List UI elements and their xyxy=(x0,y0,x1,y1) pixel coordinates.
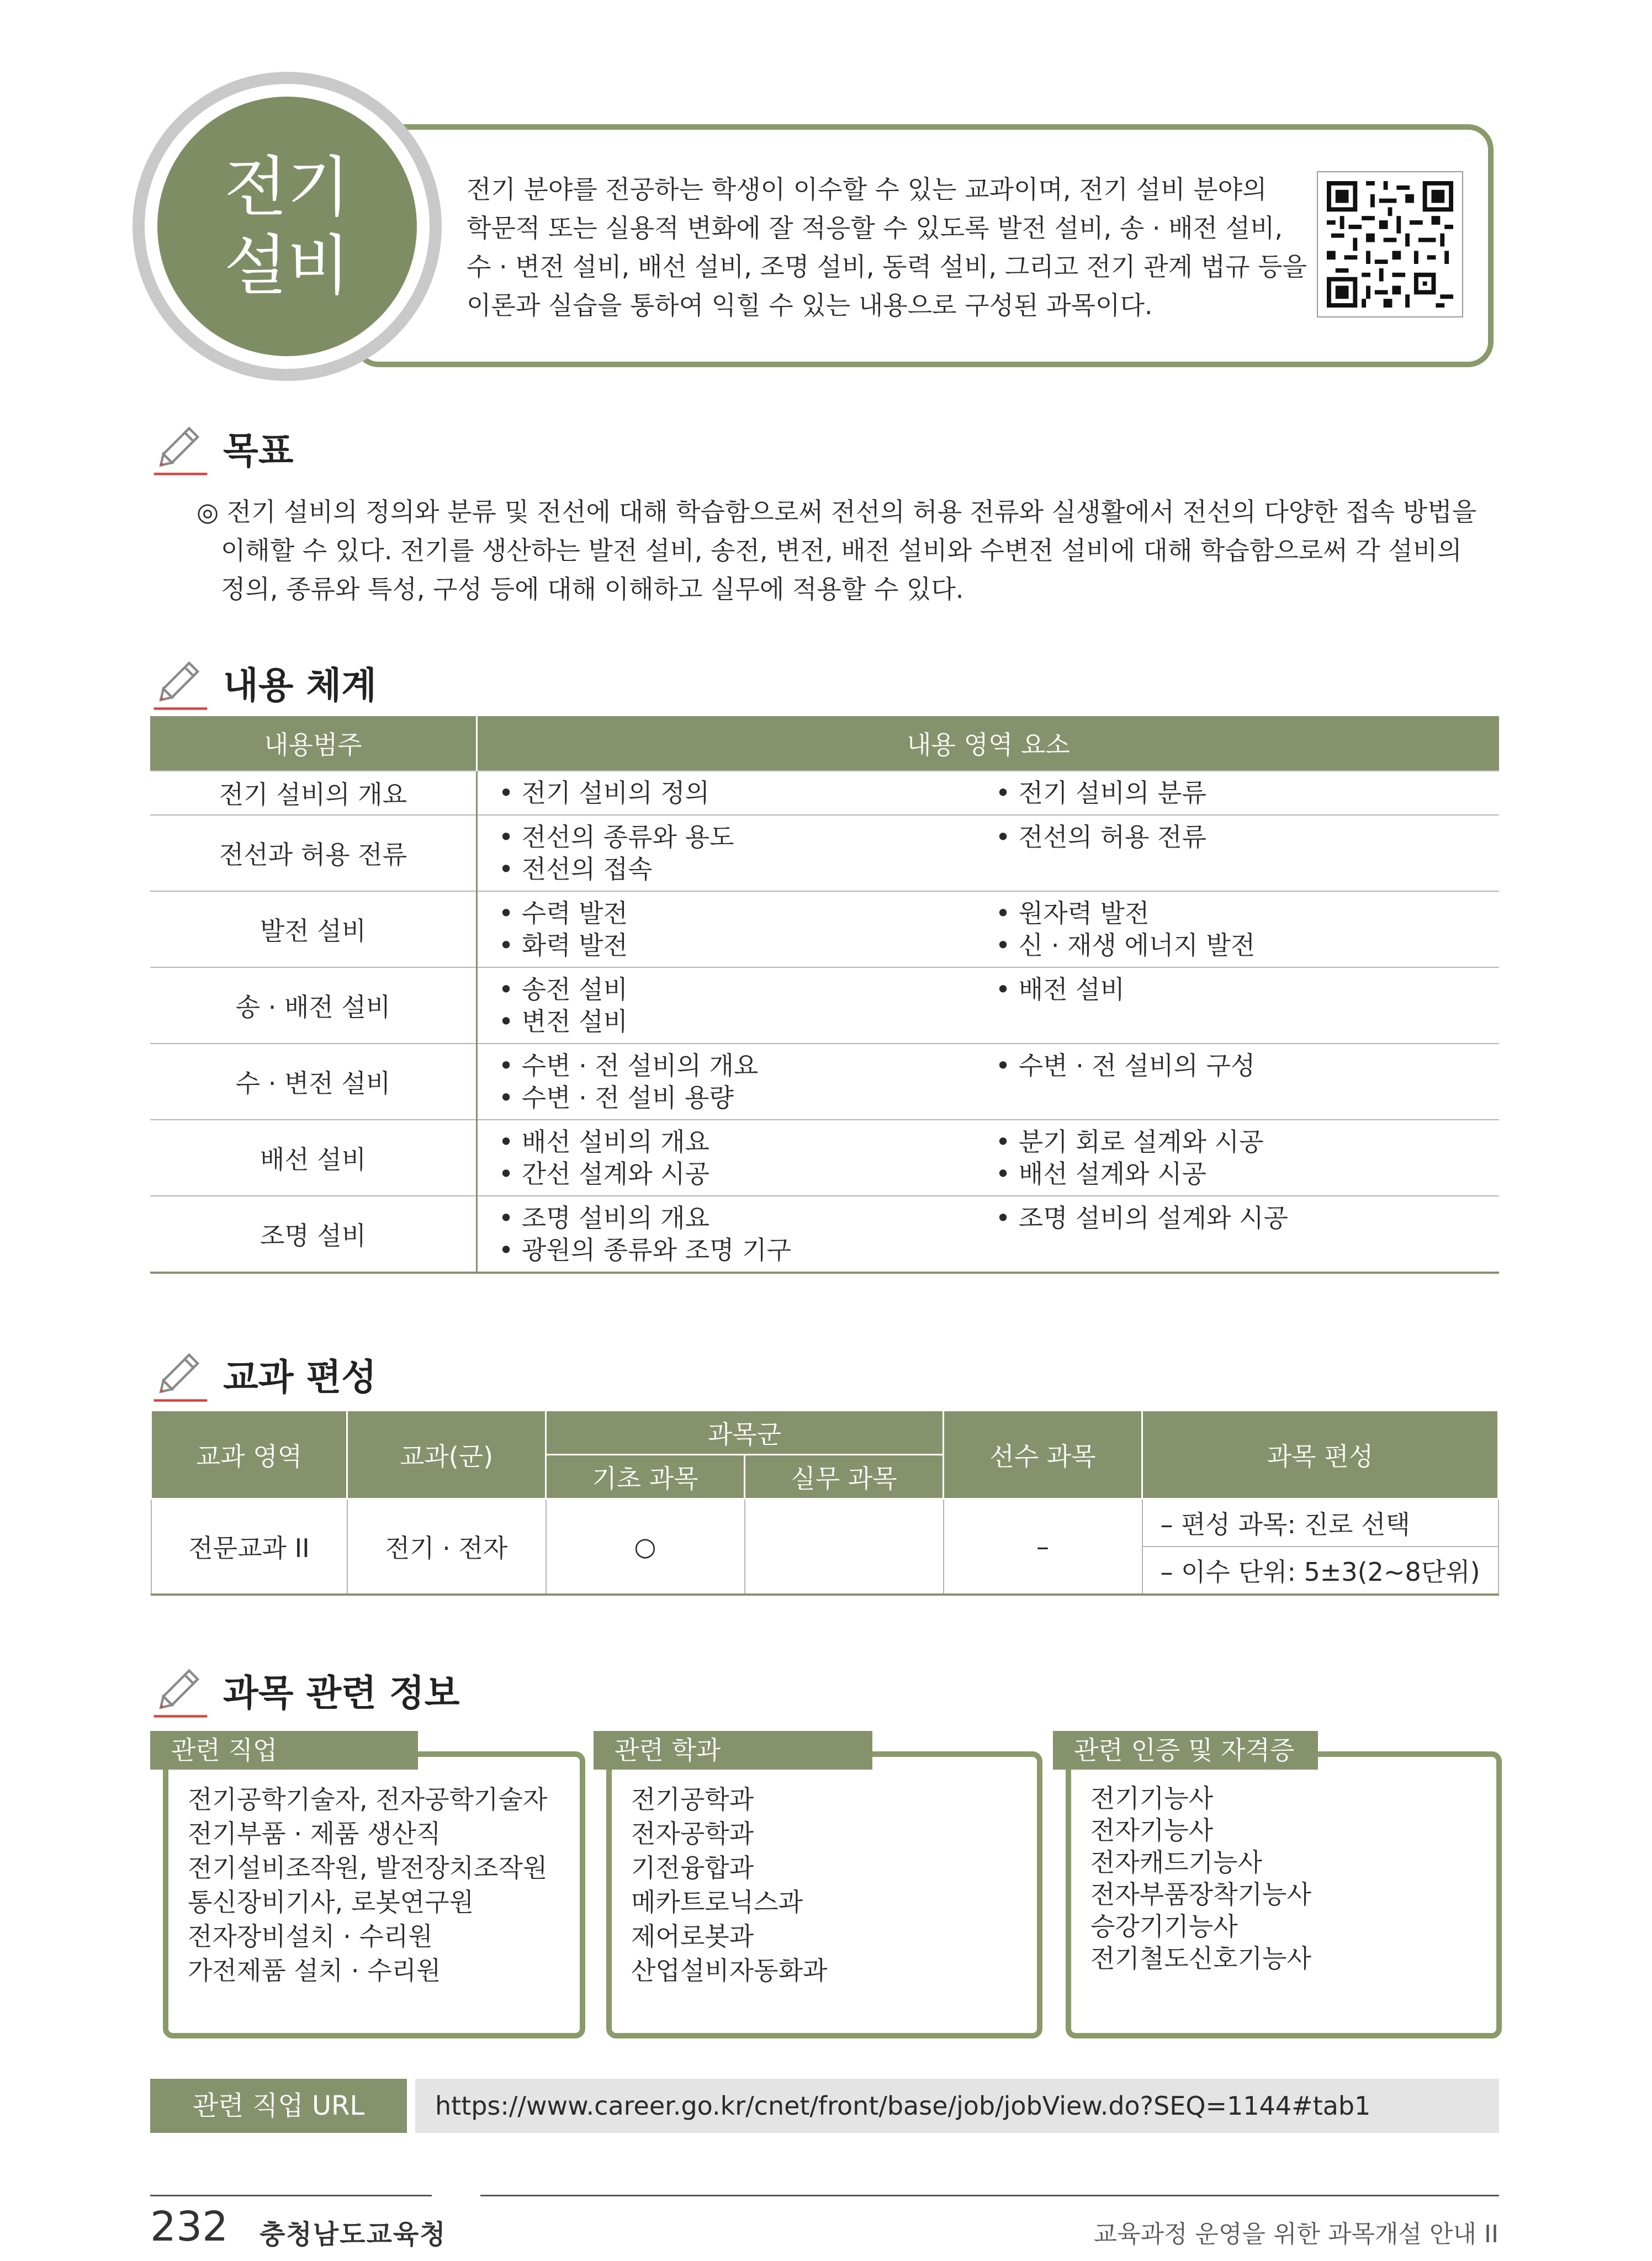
related-departments-list xyxy=(631,1782,828,1988)
subject-badge xyxy=(157,97,417,356)
list-item: 산업설비자동화과 xyxy=(631,1956,828,1985)
elements-right xyxy=(996,967,1499,1044)
table-row xyxy=(151,1499,1499,1547)
subject-title-line2: 설비 xyxy=(224,227,350,304)
subject-description xyxy=(467,170,1307,325)
qr-code-graphic xyxy=(1327,181,1453,308)
elements-left xyxy=(477,771,996,815)
goal-line: 이해할 수 있다. 전기를 생산하는 발전 설비, 송전, 변전, 배전 설비와 수변전 설비에 대해 학습함으로써 각 설비의 xyxy=(221,536,1462,565)
section-title: 내용 체계 xyxy=(223,664,377,707)
qr-code-icon[interactable] xyxy=(1317,171,1463,317)
footer-divider xyxy=(150,2195,432,2196)
element-item: • 광원의 종류와 조명 기구 xyxy=(499,1235,791,1265)
related-jobs-list xyxy=(188,1782,547,1988)
category-cell: 수 · 변전 설비 xyxy=(150,1044,477,1120)
category-cell: 송 · 배전 설비 xyxy=(150,967,477,1044)
elements-right xyxy=(996,1120,1499,1196)
pencil-icon xyxy=(150,652,211,712)
related-job-url-link[interactable]: https://www.career.go.kr/cnet/front/base/job/jobView.do?SEQ=1144#tab1 xyxy=(415,2079,1499,2133)
element-item: • 배선 설비의 개요 xyxy=(499,1127,710,1157)
element-item: • 수력 발전 xyxy=(499,898,628,928)
element-item: • 변전 설비 xyxy=(499,1007,628,1036)
header-organization: 과목 편성 xyxy=(1142,1411,1499,1499)
pencil-icon xyxy=(150,417,211,478)
list-item: 제어로봇과 xyxy=(631,1921,754,1951)
table-row xyxy=(150,967,1499,1044)
table-row xyxy=(150,1120,1499,1196)
related-job-url-label: 관련 직업 URL xyxy=(150,2079,407,2133)
header-basic: 기초 과목 xyxy=(546,1455,745,1499)
element-item: • 신 · 재생 에너지 발전 xyxy=(996,930,1256,960)
list-item: 전기공학과 xyxy=(631,1785,754,1814)
element-item: • 전선의 허용 전류 xyxy=(996,822,1207,852)
content-system-table xyxy=(150,716,1499,1274)
category-cell: 전선과 허용 전류 xyxy=(150,815,477,891)
elements-right xyxy=(996,1044,1499,1120)
section-related-heading xyxy=(150,1659,460,1720)
list-item: 메카트로닉스과 xyxy=(631,1887,803,1917)
section-content-heading xyxy=(150,652,377,712)
element-item: • 조명 설비의 설계와 시공 xyxy=(996,1203,1288,1233)
list-item: 기전융합과 xyxy=(631,1853,754,1883)
cell-basic: ○ xyxy=(546,1499,745,1595)
elements-left xyxy=(477,891,996,967)
cell-practical xyxy=(745,1499,944,1595)
header-prerequisite: 선수 과목 xyxy=(944,1411,1142,1499)
list-item: 전자부품장착기능사 xyxy=(1090,1879,1311,1909)
table-row xyxy=(150,771,1499,815)
curriculum-table xyxy=(150,1410,1499,1596)
related-certs-label: 관련 인증 및 자격증 xyxy=(1053,1731,1318,1770)
header-course-group: 과목군 xyxy=(546,1411,944,1455)
element-item: • 수변 · 전 설비 용량 xyxy=(499,1083,734,1113)
publisher-name: 충청남도교육청 xyxy=(260,2219,447,2250)
element-item: • 간선 설계와 시공 xyxy=(499,1159,710,1189)
table-row xyxy=(150,1196,1499,1273)
table-row xyxy=(150,891,1499,967)
elements-left xyxy=(477,815,996,891)
element-item: • 배선 설계와 시공 xyxy=(996,1159,1207,1189)
section-curriculum-heading xyxy=(150,1343,377,1404)
category-cell: 조명 설비 xyxy=(150,1196,477,1273)
element-item: • 조명 설비의 개요 xyxy=(499,1203,710,1233)
description-line: 이론과 실습을 통하여 익힐 수 있는 내용으로 구성된 과목이다. xyxy=(467,290,1153,320)
elements-left xyxy=(477,1044,996,1120)
cell-organization-1: – 편성 과목: 진로 선택 xyxy=(1142,1499,1499,1547)
page-number: 232 xyxy=(150,2203,229,2251)
element-item: • 분기 회로 설계와 시공 xyxy=(996,1127,1264,1157)
elements-left xyxy=(477,967,996,1044)
goal-text xyxy=(197,493,1502,608)
category-cell: 배선 설비 xyxy=(150,1120,477,1196)
elements-left xyxy=(477,1196,996,1273)
element-item: • 원자력 발전 xyxy=(996,898,1150,928)
list-item: 전기기능사 xyxy=(1090,1783,1214,1813)
element-item: • 전선의 접속 xyxy=(499,854,653,884)
table-row xyxy=(150,1044,1499,1120)
element-item: • 전선의 종류와 용도 xyxy=(499,822,734,852)
elements-right xyxy=(996,815,1499,891)
subject-title-line1: 전기 xyxy=(224,149,350,225)
goal-line: ◎ 전기 설비의 정의와 분류 및 전선에 대해 학습함으로써 전선의 허용 전류와 실생활에서 전선의 다양한 접속 방법을 xyxy=(197,497,1477,527)
cell-organization-2: – 이수 단위: 5±3(2~8단위) xyxy=(1142,1547,1499,1595)
element-item: • 송전 설비 xyxy=(499,975,628,1004)
list-item: 전자공학과 xyxy=(631,1819,754,1849)
list-item: 전기설비조작원, 발전장치조작원 xyxy=(188,1853,548,1883)
goal-line: 정의, 종류와 특성, 구성 등에 대해 이해하고 실무에 적용할 수 있다. xyxy=(221,574,964,604)
list-item: 전기철도신호기능사 xyxy=(1090,1944,1311,1973)
document-title: 교육과정 운영을 위한 과목개설 안내 II xyxy=(1093,2220,1499,2248)
category-cell: 전기 설비의 개요 xyxy=(150,771,477,815)
elements-right xyxy=(996,771,1499,815)
section-goal-heading xyxy=(150,417,294,478)
element-item: • 배전 설비 xyxy=(996,975,1125,1004)
elements-right xyxy=(996,1196,1499,1273)
column-header-category: 내용범주 xyxy=(150,716,477,771)
section-title: 과목 관련 정보 xyxy=(223,1671,460,1714)
footer-divider xyxy=(480,2195,1499,2196)
list-item: 전자장비설치 · 수리원 xyxy=(188,1921,433,1951)
element-item: • 수변 · 전 설비의 구성 xyxy=(996,1051,1256,1081)
element-item: • 전기 설비의 정의 xyxy=(499,778,710,808)
related-certs-list xyxy=(1090,1782,1311,1974)
cell-area: 전문교과 II xyxy=(151,1499,347,1595)
section-title: 목표 xyxy=(223,429,294,472)
category-cell: 발전 설비 xyxy=(150,891,477,967)
cell-prerequisite: – xyxy=(944,1499,1142,1595)
element-item: • 전기 설비의 분류 xyxy=(996,778,1207,808)
related-jobs-label: 관련 직업 xyxy=(150,1731,418,1770)
list-item: 전기공학기술자, 전자공학기술자 xyxy=(188,1785,548,1814)
list-item: 전자캐드기능사 xyxy=(1090,1847,1263,1877)
table-row xyxy=(150,815,1499,891)
list-item: 전기부품 · 제품 생산직 xyxy=(188,1819,441,1849)
list-item: 전자기능사 xyxy=(1090,1815,1214,1845)
list-item: 승강기기능사 xyxy=(1090,1911,1238,1941)
cell-subject-group: 전기 · 전자 xyxy=(347,1499,546,1595)
section-title: 교과 편성 xyxy=(223,1355,377,1399)
related-departments-label: 관련 학과 xyxy=(594,1731,872,1770)
description-line: 수 · 변전 설비, 배선 설비, 조명 설비, 동력 설비, 그리고 전기 관계 법규 등을 xyxy=(467,252,1307,282)
description-line: 학문적 또는 실용적 변화에 잘 적응할 수 있도록 발전 설비, 송 · 배전 설비, xyxy=(467,213,1283,243)
elements-right xyxy=(996,891,1499,967)
element-item: • 화력 발전 xyxy=(499,930,628,960)
column-header-elements: 내용 영역 요소 xyxy=(477,716,1500,771)
pencil-icon xyxy=(150,1659,211,1720)
header-subject-group: 교과(군) xyxy=(347,1411,546,1499)
list-item: 가전제품 설치 · 수리원 xyxy=(188,1956,441,1985)
element-item: • 수변 · 전 설비의 개요 xyxy=(499,1051,759,1081)
pencil-icon xyxy=(150,1343,211,1404)
description-line: 전기 분야를 전공하는 학생이 이수할 수 있는 교과이며, 전기 설비 분야의 xyxy=(467,174,1267,204)
elements-left xyxy=(477,1120,996,1196)
header-area: 교과 영역 xyxy=(151,1411,347,1499)
header-practical: 실무 과목 xyxy=(745,1455,944,1499)
list-item: 통신장비기사, 로봇연구원 xyxy=(188,1887,474,1917)
